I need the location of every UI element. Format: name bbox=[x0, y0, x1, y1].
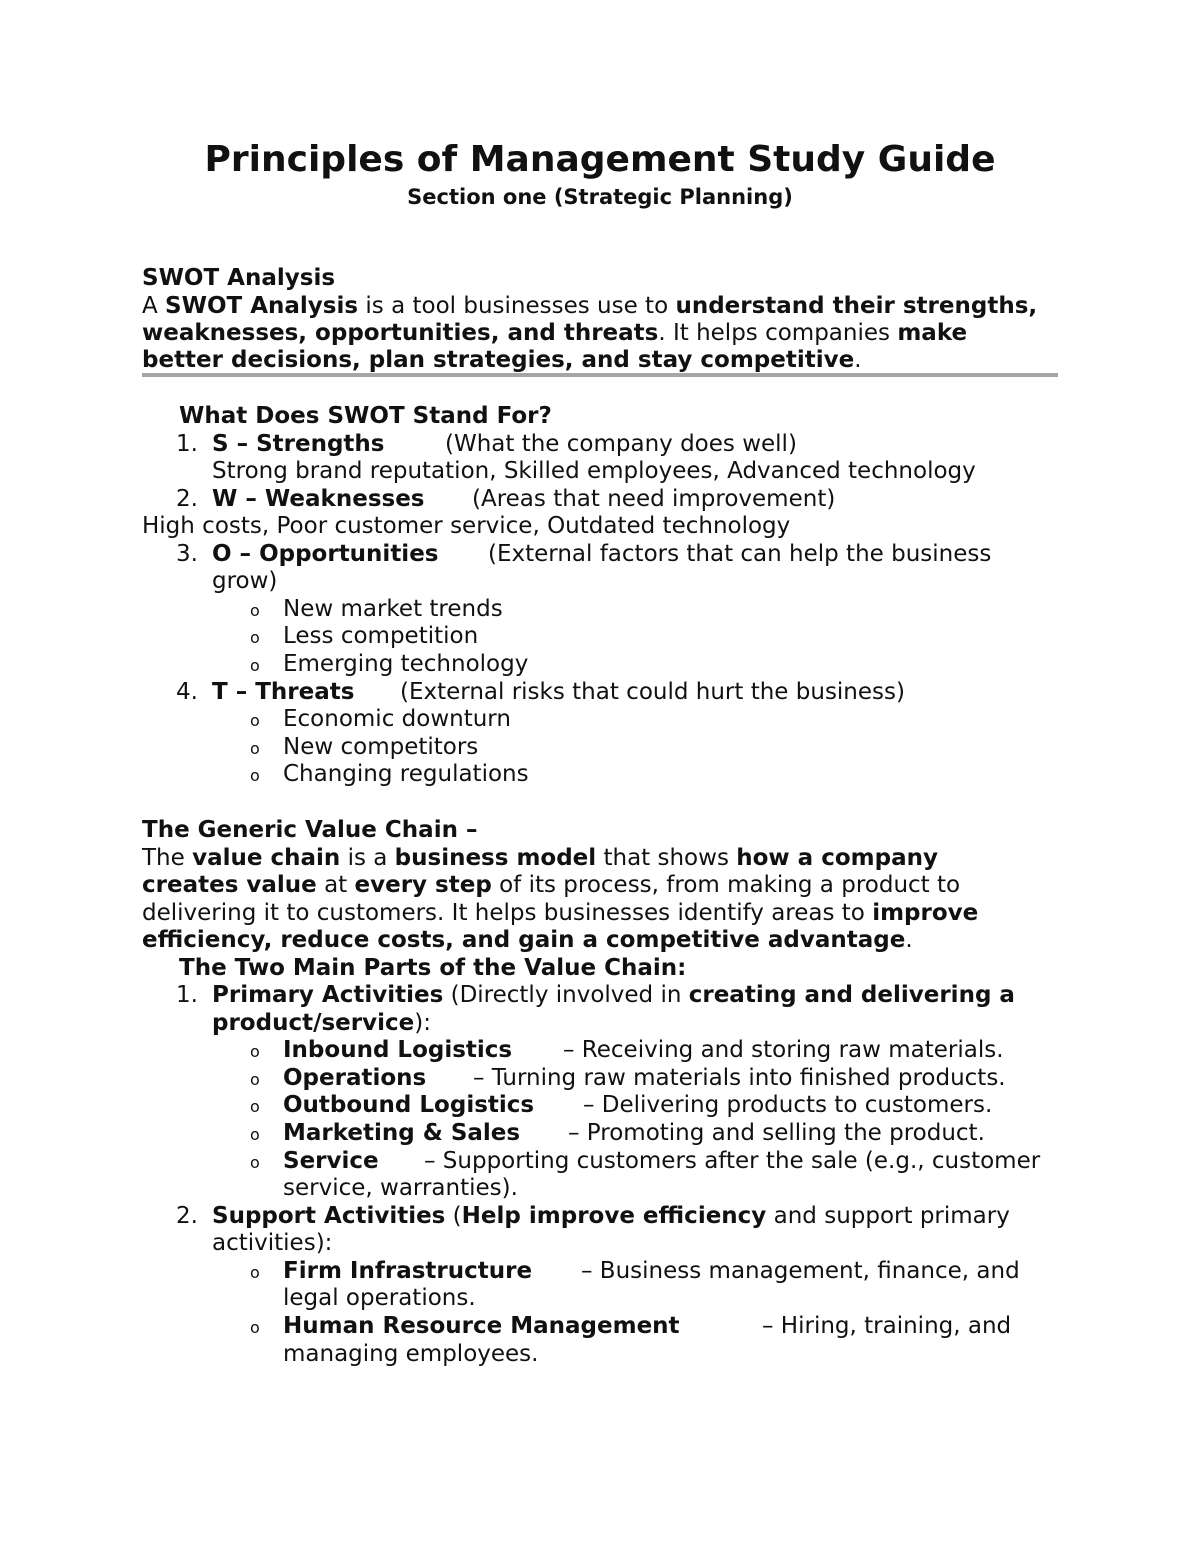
intro-bold: creating and delivering a bbox=[688, 982, 1015, 1008]
intro-text: . bbox=[905, 927, 913, 953]
support-activities-label: Support Activities bbox=[212, 1203, 446, 1229]
swot-item-label: S – Strengths bbox=[212, 431, 385, 457]
swot-intro-text: . bbox=[854, 347, 862, 373]
intro-bold: efficiency, reduce costs, and gain a competitive advantage bbox=[142, 927, 906, 953]
activity-desc-cont: service, warranties). bbox=[283, 1175, 518, 1201]
support-activities-line-1 bbox=[212, 1202, 1010, 1230]
bullet-icon: o bbox=[250, 1125, 260, 1144]
value-chain-intro-line-1 bbox=[142, 844, 938, 872]
swot-intro-bold: SWOT Analysis bbox=[165, 293, 359, 319]
activity-name: Outbound Logistics bbox=[283, 1092, 535, 1118]
activity-desc: – Business management, finance, and bbox=[581, 1258, 1020, 1284]
list-item: New competitors bbox=[283, 734, 479, 760]
bullet-icon: o bbox=[250, 1042, 260, 1061]
list-number: 2. bbox=[176, 486, 198, 512]
intro-bold: value chain bbox=[192, 845, 341, 871]
intro-bold: improve bbox=[872, 900, 979, 926]
swot-intro-bold: weaknesses, opportunities, and threats bbox=[142, 320, 659, 346]
activity-desc: – Turning raw materials into finished products. bbox=[473, 1065, 1006, 1091]
swot-item-desc: (External factors that can help the business bbox=[488, 541, 992, 567]
swot-heading: SWOT Analysis bbox=[142, 265, 336, 291]
intro-text: that shows bbox=[596, 845, 737, 871]
swot-intro-bold: better decisions, plan strategies, and stay competitive bbox=[142, 347, 855, 373]
intro-bold: business model bbox=[394, 845, 597, 871]
intro-bold: every step bbox=[354, 872, 492, 898]
swot-item-desc: (What the company does well) bbox=[445, 431, 797, 457]
activity-name: Inbound Logistics bbox=[283, 1037, 513, 1063]
activity-name: Service bbox=[283, 1148, 379, 1174]
intro-bold: product/service bbox=[212, 1010, 415, 1036]
list-item: Less competition bbox=[283, 623, 479, 649]
activity-name: Firm Infrastructure bbox=[283, 1258, 533, 1284]
swot-intro-text: . It helps companies bbox=[658, 320, 898, 346]
bullet-icon: o bbox=[250, 628, 260, 647]
horizontal-rule bbox=[142, 373, 1058, 377]
swot-intro-line-3 bbox=[142, 346, 862, 374]
list-number: 2. bbox=[176, 1203, 198, 1229]
activity-desc-cont: legal operations. bbox=[283, 1285, 476, 1311]
activity-desc: – Promoting and selling the product. bbox=[568, 1120, 985, 1146]
list-item: Changing regulations bbox=[283, 761, 529, 787]
bullet-icon: o bbox=[250, 601, 260, 620]
bullet-icon: o bbox=[250, 1097, 260, 1116]
list-item: New market trends bbox=[283, 596, 503, 622]
swot-intro-text: is a tool businesses use to bbox=[358, 293, 676, 319]
primary-activities-line-1 bbox=[212, 981, 1015, 1009]
swot-item-label: O – Opportunities bbox=[212, 541, 439, 567]
bullet-icon: o bbox=[250, 1318, 260, 1337]
intro-bold: how a company bbox=[736, 845, 938, 871]
document-title: Principles of Management Study Guide bbox=[204, 139, 996, 180]
swot-intro-bold: understand their strengths, bbox=[675, 293, 1038, 319]
intro-text: The bbox=[142, 845, 193, 871]
activity-name: Marketing & Sales bbox=[283, 1120, 521, 1146]
swot-intro-text: A bbox=[142, 293, 166, 319]
bullet-icon: o bbox=[250, 1153, 260, 1172]
activity-desc-cont: managing employees. bbox=[283, 1341, 539, 1367]
activity-desc: – Hiring, training, and bbox=[762, 1313, 1012, 1339]
swot-item-desc-cont: grow) bbox=[212, 568, 278, 594]
primary-activities-line-2 bbox=[212, 1009, 431, 1037]
activity-desc: – Delivering products to customers. bbox=[583, 1092, 993, 1118]
swot-item-detail: Strong brand reputation, Skilled employees, Advanced technology bbox=[212, 458, 976, 484]
swot-item-desc: (External risks that could hurt the business) bbox=[400, 679, 905, 705]
intro-bold: Help improve efficiency bbox=[461, 1203, 767, 1229]
list-number: 1. bbox=[176, 982, 198, 1008]
primary-activities-label: Primary Activities bbox=[212, 982, 444, 1008]
intro-text: of its process, from making a product to bbox=[491, 872, 961, 898]
bullet-icon: o bbox=[250, 766, 260, 785]
swot-item-label: T – Threats bbox=[212, 679, 355, 705]
activity-name: Operations bbox=[283, 1065, 427, 1091]
value-chain-intro-line-4 bbox=[142, 926, 913, 954]
swot-intro-line-2 bbox=[142, 319, 967, 347]
value-chain-heading: The Generic Value Chain – bbox=[142, 817, 478, 843]
intro-bold: creates value bbox=[142, 872, 317, 898]
activity-desc: – Receiving and storing raw materials. bbox=[563, 1037, 1004, 1063]
bullet-icon: o bbox=[250, 711, 260, 730]
intro-text: ): bbox=[414, 1010, 431, 1036]
list-item: Emerging technology bbox=[283, 651, 529, 677]
intro-text: at bbox=[316, 872, 355, 898]
bullet-icon: o bbox=[250, 739, 260, 758]
activity-name: Human Resource Management bbox=[283, 1313, 680, 1339]
activity-desc: – Supporting customers after the sale (e.g., customer bbox=[424, 1148, 1041, 1174]
list-number: 1. bbox=[176, 431, 198, 457]
swot-subheading: What Does SWOT Stand For? bbox=[179, 403, 552, 429]
intro-text: ( bbox=[445, 1203, 462, 1229]
document-subtitle: Section one (Strategic Planning) bbox=[407, 185, 793, 209]
list-item: Economic downturn bbox=[283, 706, 511, 732]
value-chain-intro-line-2 bbox=[142, 871, 960, 899]
bullet-icon: o bbox=[250, 1263, 260, 1282]
intro-text: and support primary bbox=[766, 1203, 1010, 1229]
swot-intro-bold: make bbox=[897, 320, 968, 346]
bullet-icon: o bbox=[250, 1070, 260, 1089]
swot-intro-line-1 bbox=[142, 292, 1037, 320]
support-activities-line-2: activities): bbox=[212, 1230, 333, 1256]
intro-text: is a bbox=[340, 845, 395, 871]
value-chain-subheading: The Two Main Parts of the Value Chain: bbox=[179, 955, 687, 981]
swot-item-detail: High costs, Poor customer service, Outdated technology bbox=[142, 513, 791, 539]
list-number: 4. bbox=[176, 679, 198, 705]
value-chain-intro-line-3 bbox=[142, 899, 978, 927]
list-number: 3. bbox=[176, 541, 198, 567]
intro-text: delivering it to customers. It helps businesses identify areas to bbox=[142, 900, 873, 926]
intro-text: (Directly involved in bbox=[443, 982, 689, 1008]
bullet-icon: o bbox=[250, 656, 260, 675]
swot-item-desc: (Areas that need improvement) bbox=[472, 486, 836, 512]
swot-item-label: W – Weaknesses bbox=[212, 486, 425, 512]
